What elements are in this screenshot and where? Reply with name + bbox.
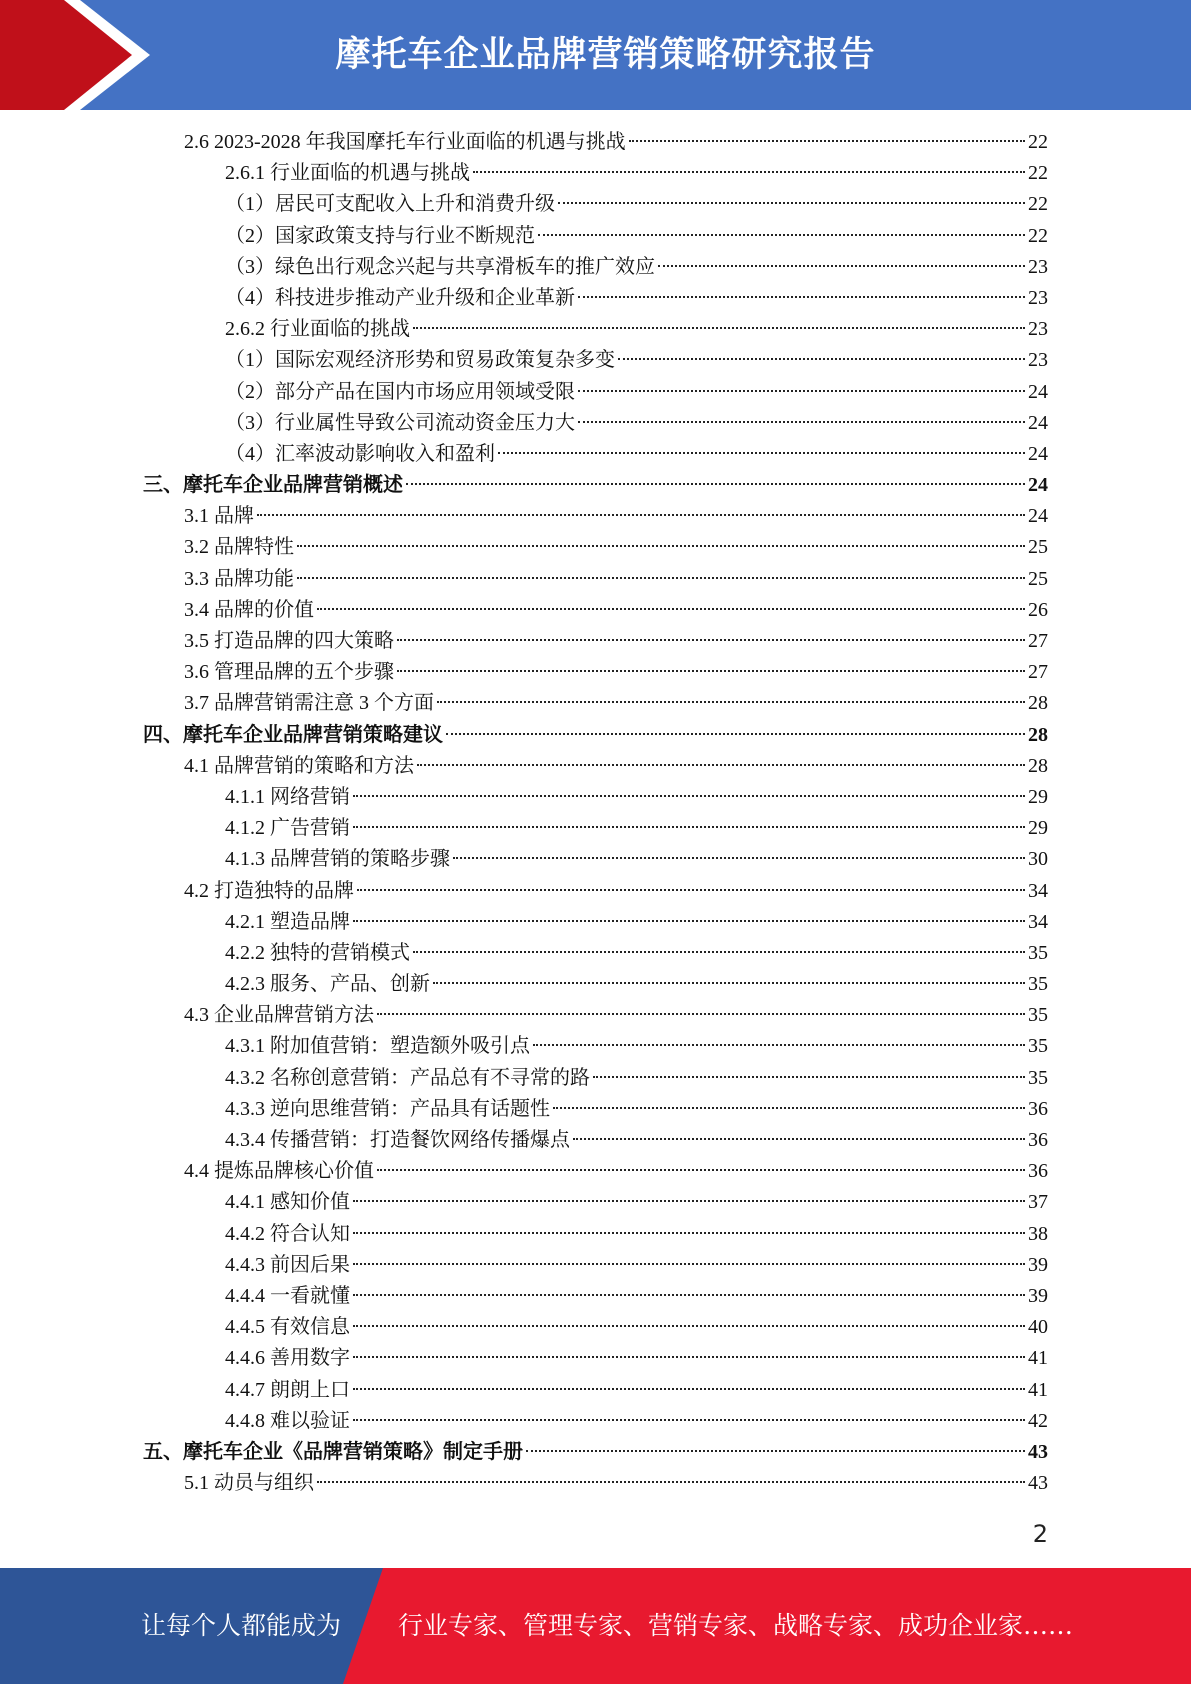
toc-entry-page: 39: [1028, 1253, 1048, 1276]
toc-entry[interactable]: [0, 626, 1191, 657]
toc-entry-label: （3）绿色出行观念兴起与共享滑板车的推广效应: [225, 255, 655, 278]
table-of-contents: [0, 127, 1191, 1499]
footer-slogan-left: 让每个人都能成为: [141, 1611, 342, 1640]
toc-entry[interactable]: [0, 813, 1191, 844]
toc-entry-page: 27: [1028, 661, 1048, 684]
toc-entry[interactable]: [0, 532, 1191, 563]
toc-dot-leader: [658, 265, 1025, 267]
toc-dot-leader: [553, 1107, 1025, 1109]
toc-entry[interactable]: [0, 782, 1191, 813]
toc-entry[interactable]: [0, 876, 1191, 907]
toc-dot-leader: [578, 296, 1025, 298]
toc-entry-page: 28: [1028, 754, 1048, 777]
toc-dot-leader: [526, 1450, 1025, 1452]
toc-entry[interactable]: [0, 1375, 1191, 1406]
toc-entry-label: 2.6.1 行业面临的机遇与挑战: [225, 162, 470, 185]
toc-entry[interactable]: [0, 470, 1191, 501]
toc-entry-label: 4.1.3 品牌营销的策略步骤: [225, 848, 450, 871]
toc-entry[interactable]: [0, 1343, 1191, 1374]
toc-entry-label: 4.4.7 朗朗上口: [225, 1378, 350, 1401]
toc-entry-label: 三、摩托车企业品牌营销概述: [143, 474, 403, 497]
toc-dot-leader: [353, 1419, 1025, 1421]
toc-dot-leader: [397, 639, 1025, 641]
toc-entry-label: 2.6 2023-2028 年我国摩托车行业面临的机遇与挑战: [184, 131, 626, 153]
toc-dot-leader: [353, 1294, 1025, 1296]
toc-dot-leader: [406, 483, 1025, 485]
toc-entry[interactable]: [0, 283, 1191, 314]
toc-entry[interactable]: [0, 1437, 1191, 1468]
toc-entry[interactable]: [0, 1219, 1191, 1250]
toc-entry-label: 4.2.3 服务、产品、创新: [225, 973, 430, 996]
toc-entry-label: 4.2 打造独特的品牌: [184, 879, 354, 902]
toc-entry-label: 4.3.3 逆向思维营销：产品具有话题性: [225, 1097, 550, 1120]
toc-dot-leader: [446, 733, 1025, 735]
toc-dot-leader: [317, 608, 1025, 610]
toc-entry-page: 26: [1028, 598, 1048, 621]
toc-entry-label: （3）行业属性导致公司流动资金压力大: [225, 411, 575, 434]
toc-entry-label: 四、摩托车企业品牌营销策略建议: [143, 723, 443, 746]
toc-entry-label: 5.1 动员与组织: [184, 1472, 314, 1495]
toc-dot-leader: [257, 514, 1025, 516]
toc-entry[interactable]: [0, 1031, 1191, 1062]
toc-entry[interactable]: [0, 969, 1191, 1000]
toc-dot-leader: [417, 764, 1025, 766]
toc-entry-label: 4.3.4 传播营销：打造餐饮网络传播爆点: [225, 1129, 570, 1151]
document-title: 摩托车企业品牌营销策略研究报告: [335, 35, 876, 75]
toc-entry[interactable]: [0, 1063, 1191, 1094]
toc-dot-leader: [578, 421, 1025, 423]
toc-entry[interactable]: [0, 1187, 1191, 1218]
toc-entry-label: 4.4.3 前因后果: [225, 1253, 350, 1276]
toc-entry-label: （1）国际宏观经济形势和贸易政策复杂多变: [225, 349, 615, 372]
toc-dot-leader: [498, 452, 1025, 454]
toc-entry[interactable]: [0, 377, 1191, 408]
toc-entry-page: 36: [1028, 1160, 1048, 1183]
toc-dot-leader: [353, 1263, 1025, 1265]
toc-entry-page: 22: [1028, 162, 1048, 185]
toc-entry[interactable]: [0, 158, 1191, 189]
toc-entry-label: 3.6 管理品牌的五个步骤: [184, 661, 394, 684]
toc-entry[interactable]: [0, 595, 1191, 626]
toc-entry-page: 23: [1028, 286, 1048, 309]
toc-dot-leader: [538, 234, 1025, 236]
toc-entry-page: 41: [1028, 1378, 1048, 1401]
toc-entry[interactable]: [0, 1468, 1191, 1499]
toc-entry-page: 22: [1028, 224, 1048, 247]
toc-dot-leader: [573, 1138, 1025, 1140]
toc-entry-page: 35: [1028, 1066, 1048, 1089]
toc-entry[interactable]: [0, 1281, 1191, 1312]
page-footer: [0, 1568, 1191, 1684]
toc-entry-page: 28: [1028, 692, 1048, 715]
toc-entry-label: 3.7 品牌营销需注意 3 个方面: [184, 692, 434, 715]
page-header: [0, 0, 1191, 110]
toc-entry-label: 4.4.5 有效信息: [225, 1316, 350, 1339]
toc-entry-page: 29: [1028, 785, 1048, 808]
toc-entry-label: 五、摩托车企业《品牌营销策略》制定手册: [143, 1440, 523, 1463]
toc-entry-label: 4.4.6 善用数字: [225, 1347, 350, 1370]
toc-entry-label: （1）居民可支配收入上升和消费升级: [225, 193, 555, 216]
toc-entry-page: 43: [1028, 1440, 1048, 1463]
toc-entry-label: 3.3 品牌功能: [184, 567, 294, 590]
toc-entry-label: 3.1 品牌: [184, 505, 254, 528]
toc-entry-label: 4.4.2 符合认知: [225, 1222, 350, 1245]
toc-dot-leader: [413, 951, 1025, 953]
toc-dot-leader: [353, 920, 1025, 922]
toc-entry-label: 4.2.2 独特的营销模式: [225, 941, 410, 964]
toc-dot-leader: [473, 171, 1025, 173]
toc-entry-page: 36: [1028, 1097, 1048, 1120]
toc-dot-leader: [397, 670, 1025, 672]
toc-dot-leader: [353, 1388, 1025, 1390]
toc-entry-label: （4）汇率波动影响收入和盈利: [225, 442, 495, 465]
toc-entry-label: （2）国家政策支持与行业不断规范: [225, 224, 535, 247]
toc-entry[interactable]: [0, 751, 1191, 782]
toc-dot-leader: [357, 889, 1025, 891]
toc-entry-page: 24: [1028, 505, 1048, 528]
toc-entry-label: 4.1.2 广告营销: [225, 817, 350, 840]
toc-dot-leader: [618, 358, 1025, 360]
toc-dot-leader: [558, 202, 1025, 204]
toc-entry-label: 4.4.4 一看就懂: [225, 1284, 350, 1307]
toc-dot-leader: [578, 390, 1025, 392]
toc-entry-page: 30: [1028, 848, 1048, 871]
toc-entry-page: 23: [1028, 318, 1048, 341]
toc-dot-leader: [377, 1169, 1025, 1171]
toc-entry-page: 36: [1028, 1129, 1048, 1151]
toc-entry-label: 4.3.1 附加值营销：塑造额外吸引点: [225, 1035, 530, 1058]
toc-entry[interactable]: [0, 657, 1191, 688]
toc-dot-leader: [353, 795, 1025, 797]
toc-entry-label: 4.1.1 网络营销: [225, 785, 350, 808]
toc-entry-page: 25: [1028, 536, 1048, 559]
toc-entry-page: 22: [1028, 131, 1048, 153]
toc-dot-leader: [353, 1325, 1025, 1327]
toc-entry[interactable]: [0, 408, 1191, 439]
toc-dot-leader: [297, 577, 1025, 579]
toc-entry-page: 22: [1028, 193, 1048, 216]
toc-entry[interactable]: [0, 1000, 1191, 1031]
toc-entry[interactable]: [0, 1094, 1191, 1125]
toc-dot-leader: [353, 1200, 1025, 1202]
toc-entry-page: 25: [1028, 567, 1048, 590]
toc-entry-page: 34: [1028, 910, 1048, 933]
footer-slogan-right: 行业专家、管理专家、营销专家、战略专家、成功企业家……: [398, 1611, 1074, 1640]
page-number: 2: [1032, 1520, 1048, 1548]
toc-entry[interactable]: [0, 1406, 1191, 1437]
toc-entry-label: 4.3 企业品牌营销方法: [184, 1004, 374, 1027]
toc-entry-page: 35: [1028, 973, 1048, 996]
toc-dot-leader: [433, 982, 1025, 984]
toc-entry[interactable]: [0, 1156, 1191, 1187]
toc-entry-page: 43: [1028, 1472, 1048, 1495]
toc-dot-leader: [353, 1232, 1025, 1234]
toc-dot-leader: [353, 1356, 1025, 1358]
toc-entry-page: 29: [1028, 817, 1048, 840]
toc-entry-page: 37: [1028, 1191, 1048, 1214]
toc-entry-page: 41: [1028, 1347, 1048, 1370]
toc-entry-label: 3.5 打造品牌的四大策略: [184, 630, 394, 652]
toc-entry-page: 24: [1028, 474, 1048, 497]
toc-entry[interactable]: [0, 720, 1191, 751]
toc-entry[interactable]: [0, 501, 1191, 532]
toc-entry-label: 2.6.2 行业面临的挑战: [225, 318, 410, 341]
toc-dot-leader: [317, 1481, 1025, 1483]
toc-entry-label: 4.1 品牌营销的策略和方法: [184, 754, 414, 777]
toc-entry-page: 42: [1028, 1409, 1048, 1432]
toc-entry-page: 27: [1028, 630, 1048, 652]
toc-entry-label: （4）科技进步推动产业升级和企业革新: [225, 286, 575, 309]
toc-dot-leader: [533, 1044, 1025, 1046]
toc-dot-leader: [453, 857, 1025, 859]
toc-entry-page: 35: [1028, 1004, 1048, 1027]
toc-entry[interactable]: [0, 1312, 1191, 1343]
toc-entry-label: 3.2 品牌特性: [184, 536, 294, 559]
toc-entry-label: 4.4.1 感知价值: [225, 1191, 350, 1214]
toc-entry[interactable]: [0, 1250, 1191, 1281]
toc-entry[interactable]: [0, 907, 1191, 938]
toc-entry[interactable]: [0, 189, 1191, 220]
toc-entry-page: 39: [1028, 1284, 1048, 1307]
toc-entry[interactable]: [0, 127, 1191, 158]
toc-entry-label: （2）部分产品在国内市场应用领域受限: [225, 380, 575, 403]
toc-entry-page: 24: [1028, 411, 1048, 434]
toc-dot-leader: [377, 1013, 1025, 1015]
toc-entry-page: 35: [1028, 941, 1048, 964]
toc-entry[interactable]: [0, 844, 1191, 875]
toc-entry[interactable]: [0, 688, 1191, 719]
toc-entry[interactable]: [0, 564, 1191, 595]
toc-dot-leader: [413, 327, 1025, 329]
toc-entry[interactable]: [0, 314, 1191, 345]
toc-entry-label: 4.4 提炼品牌核心价值: [184, 1160, 374, 1183]
toc-entry-page: 23: [1028, 255, 1048, 278]
toc-dot-leader: [593, 1076, 1025, 1078]
toc-entry-label: 4.4.8 难以验证: [225, 1409, 350, 1432]
toc-dot-leader: [297, 545, 1025, 547]
toc-dot-leader: [629, 140, 1025, 142]
toc-dot-leader: [353, 826, 1025, 828]
toc-entry-page: 38: [1028, 1222, 1048, 1245]
toc-entry[interactable]: [0, 221, 1191, 252]
toc-entry-label: 4.2.1 塑造品牌: [225, 910, 350, 933]
toc-entry-page: 40: [1028, 1316, 1048, 1339]
toc-entry[interactable]: [0, 439, 1191, 470]
toc-entry-page: 35: [1028, 1035, 1048, 1058]
toc-entry[interactable]: [0, 938, 1191, 969]
toc-entry-label: 4.3.2 名称创意营销：产品总有不寻常的路: [225, 1066, 590, 1089]
toc-entry-label: 3.4 品牌的价值: [184, 598, 314, 621]
toc-entry-page: 23: [1028, 349, 1048, 372]
toc-entry[interactable]: [0, 345, 1191, 376]
toc-dot-leader: [437, 701, 1025, 703]
toc-entry-page: 34: [1028, 879, 1048, 902]
toc-entry[interactable]: [0, 252, 1191, 283]
toc-entry-page: 24: [1028, 442, 1048, 465]
toc-entry[interactable]: [0, 1125, 1191, 1156]
toc-entry-page: 24: [1028, 380, 1048, 403]
toc-entry-page: 28: [1028, 723, 1048, 746]
